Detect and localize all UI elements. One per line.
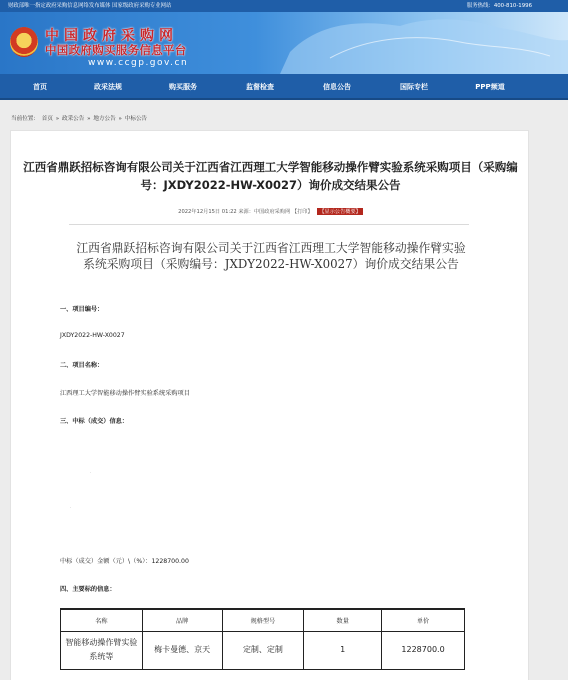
breadcrumb-separator: » [118,116,122,122]
breadcrumb-label: 当前位置： [11,116,39,122]
breadcrumb-gov-announcements[interactable]: 政采公告 [61,116,85,122]
award-amount: 中标（成交）金额（元）\（%）：1228700.00 [60,558,189,565]
nav-ppp[interactable]: PPP频道 [475,83,505,91]
table-cell-quantity: 1 [304,631,382,669]
article-card [10,130,529,680]
national-emblem-icon[interactable] [10,27,38,57]
site-url: www.ccgp.gov.cn [88,58,189,68]
table-header-unit-price: 单价 [382,609,465,631]
table-header-name: 名称 [61,609,143,631]
blank-placeholder: · [90,470,92,475]
table-cell-unit-price: 1228700.0 [382,631,465,669]
site-title[interactable]: 中国政府采购网 [45,28,178,44]
nav-supervision[interactable]: 监督检查 [246,83,274,91]
nav-announcements[interactable]: 信息公告 [323,83,351,91]
article-title: 江西省鼎跃招标咨询有限公司关于江西省江西理工大学智能移动操作臂实验系统采购项目（采购编号：JXDY2022-HW-X0027）询价成交结果公告 [23,160,518,192]
china-map-graphic [250,12,568,74]
nav-regulations[interactable]: 政采法规 [94,83,122,91]
breadcrumb [11,114,148,122]
section-project-number-heading: 一、项目编号： [60,306,104,313]
section-main-items-heading: 四、主要标的信息： [60,586,116,593]
table-header-brand: 品牌 [142,609,222,631]
table-row [61,631,465,669]
table-header-row [61,609,465,631]
divider [69,224,469,225]
top-strip [0,0,568,12]
breadcrumb-separator: » [87,116,91,122]
project-name-value: 江西理工大学智能移动操作臂实验系统采购项目 [60,390,190,397]
project-number-value: JXDY2022-HW-X0027 [60,332,125,339]
table-header-quantity: 数量 [304,609,382,631]
nav-purchase-services[interactable]: 购买服务 [169,83,197,91]
table-cell-spec: 定制、定制 [222,631,304,669]
blank-placeholder: · [70,505,72,510]
main-nav [0,74,568,100]
table-cell-brand: 梅卡曼德、京天 [142,631,222,669]
table-header-spec: 规格型号 [222,609,304,631]
main-items-table [60,608,465,670]
breadcrumb-local-announcements[interactable]: 地方公告 [93,116,116,122]
document-title: 江西省鼎跃招标咨询有限公司关于江西省江西理工大学智能移动操作臂实验系统采购项目（采购编号：JXDY2022-HW-X0027）询价成交结果公告 [76,241,466,271]
nav-home[interactable]: 首页 [33,83,47,91]
article-meta-text: 2022年12月15日 01:22 来源：中国政府采购网 【打印】 [178,209,313,215]
breadcrumb-award-announcements[interactable]: 中标公告 [124,116,148,122]
breadcrumb-separator: » [55,116,60,122]
hotline-text: 服务热线：400-810-1996 [466,3,532,9]
site-banner [0,12,568,74]
section-award-info-heading: 三、中标（成交）信息： [60,418,129,425]
article-meta [11,208,530,215]
breadcrumb-home[interactable]: 首页 [41,116,53,122]
table-cell-name: 智能移动操作臂实验系统等 [61,631,143,669]
show-summary-button[interactable]: 【显示公告概要】 [319,209,361,215]
nav-international[interactable]: 国际专栏 [400,83,428,91]
site-subtitle: 中国政府购买服务信息平台 [45,43,187,57]
top-strip-text: 财政部唯一指定政府采购信息网络发布媒体 国家级政府采购专业网站 [8,3,172,9]
section-project-name-heading: 二、项目名称： [60,362,104,369]
